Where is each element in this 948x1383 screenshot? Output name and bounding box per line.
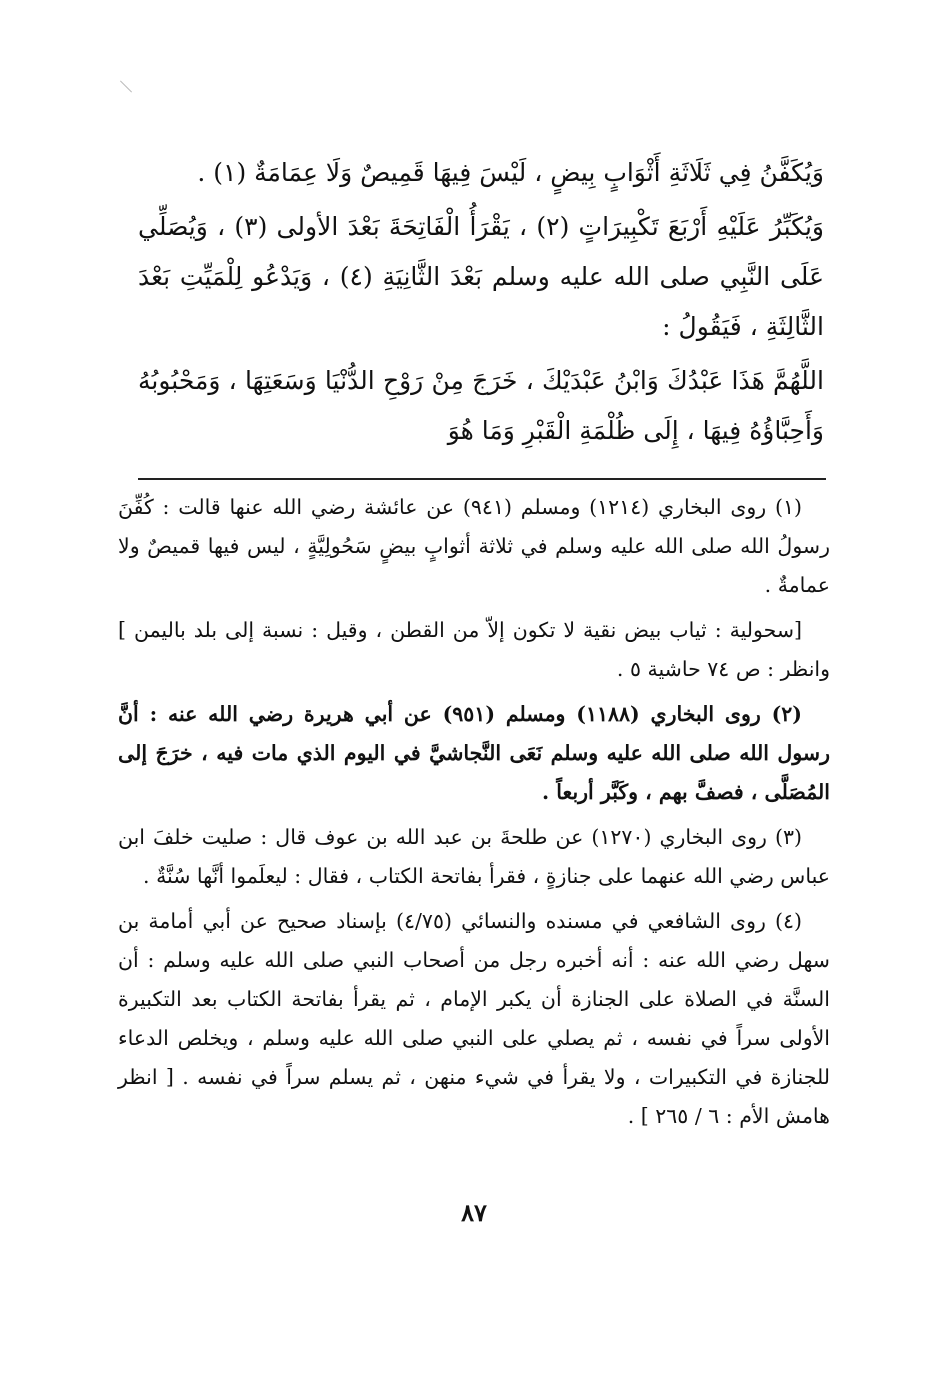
footnote-4: (٤) روى الشافعي في مسنده والنسائي (٤/٧٥) بإسناد صحيح عن أبي أمامة بن سهل رضي الله عنه : أنه أخبره رجل من أصحاب النبي صلى الله عليه وسلم : أن السنَّة في الصلاة على الجنازة أن يكبر الإمام ، ثم يقرأ بفاتحة الكتاب بعد التكبيرة الأولى سراً في نفسه ، ثم يصلي على النبي صلى الله عليه وسلم ، ويخلص الدعاء للجنازة في التكبيرات ، ولا يقرأ في شيء منهن ، ثم يسلم سراً في نفسه . [ انظر هامش الأم : ٦ / ٢٦٥ ] .: [118, 909, 830, 1128]
main-paragraph: اللَّهُمَّ هَذَا عَبْدُكَ وَابْنُ عَبْدَيْكَ ، خَرَجَ مِنْ رَوْحِ الدُّنْيَا وَسَعَتِهَا ، وَمَحْبُوبُهُ وَأَحِبَّاؤُهُ فِيهَا ، إِلَى ظُلْمَةِ الْقَبْرِ وَمَا هُوَ: [138, 366, 824, 445]
main-paragraph: وَيُكَبِّرُ عَلَيْهِ أَرْبَعَ تَكْبِيرَاتٍ (٢) ، يَقْرَأُ الْفَاتِحَةَ بَعْدَ الأولى (٣) ، وَيُصَلِّي عَلَى النَّبِي صلى الله عليه وسلم بَعْدَ الثَّانِيَةِ (٤) ، وَيَدْعُو لِلْمَيِّتِ بَعْدَ الثَّالِثَةِ ، فَيَقُولُ :: [138, 212, 824, 341]
main-text-block: [138, 148, 824, 460]
footnote-3: (٣) روى البخاري (١٢٧٠) عن طلحةَ بن عبد الله بن عوف قال : صليت خلفَ ابن عباس رضي الله عنهما على جنازةٍ ، فقرأ بفاتحة الكتاب ، فقال : ليعلَموا أنَّها سُنَّةٌ .: [118, 825, 830, 888]
footnote-1-gloss: [سحولية : ثياب بيض نقية لا تكون إلاّ من القطن ، وقيل : نسبة إلى بلد باليمن ] وانظر : ص ٧٤ حاشية ٥ .: [118, 618, 830, 681]
footnote-2: (٢) روى البخاري (١١٨٨) ومسلم (٩٥١) عن أبي هريرة رضي الله عنه : أنَّ رسول الله صلى الله عليه وسلم نَعَى النَّجاشيَّ في اليوم الذي مات فيه ، خرَجَ إلى المُصَلَّى ، فصفَّ بهم ، وكَبَّر أربعاً .: [118, 702, 830, 804]
footnote-separator: [138, 478, 826, 480]
footnote-1: (١) روى البخاري (١٢١٤) ومسلم (٩٤١) عن عائشة رضي الله عنها قالت : كُفِّنَ رسولُ الله صلى الله عليه وسلم في ثلاثة أثوابٍ بيضٍ سَحُولِيَّةٍ ، ليس فيها قميصٌ ولا عمامةٌ .: [118, 495, 830, 597]
page-number: ٨٧: [461, 1198, 487, 1227]
scan-speck: [120, 80, 132, 92]
main-paragraph: وَيُكَفَّنُ فِي ثَلَاثَةِ أَثْوَابٍ بِيضٍ ، لَيْسَ فِيهَا قَمِيصٌ وَلَا عِمَامَةٌ (١) .: [197, 158, 824, 187]
footnotes-block: [118, 488, 830, 1142]
